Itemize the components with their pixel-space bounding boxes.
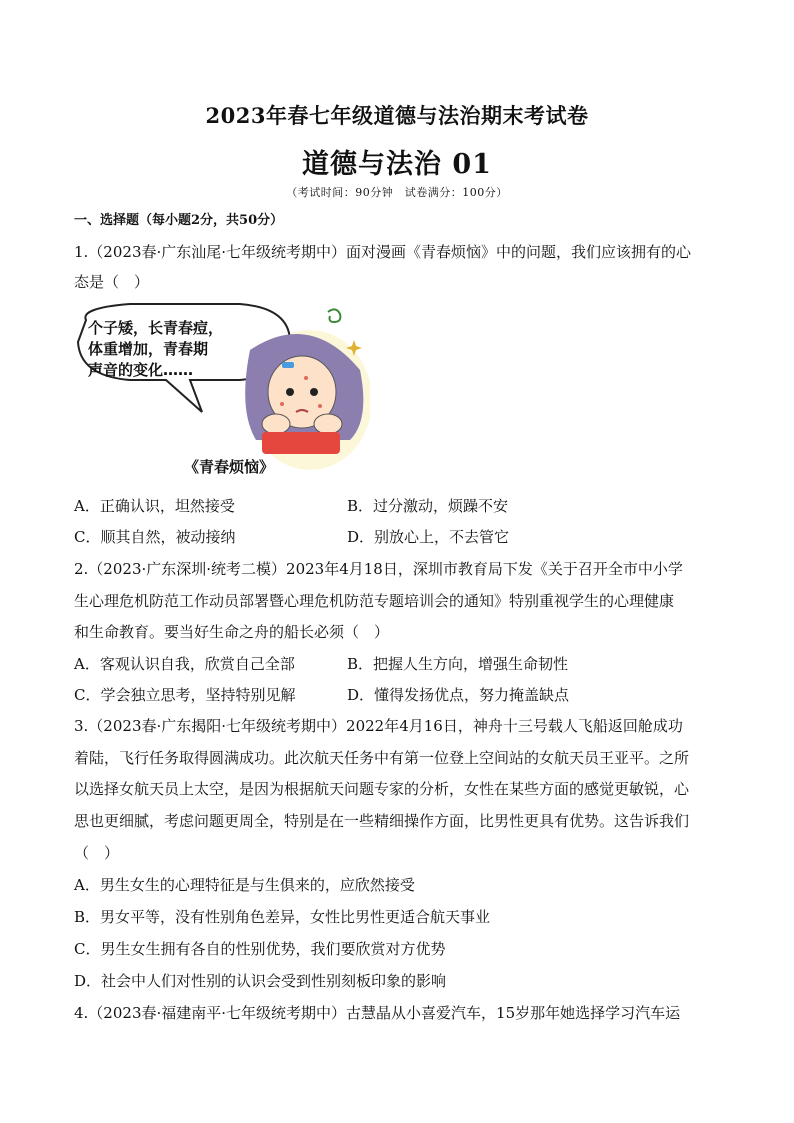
hair-clip [282,362,294,368]
exam-info: （考试时间：90分钟 试卷满分：100分） [286,186,508,199]
q1-option-c[interactable]: C．顺其自然，被动接纳 [74,528,236,546]
pimple [318,404,322,408]
q3-option-c[interactable]: C．男生女生拥有各自的性别优势，我们要欣赏对方优势 [74,940,446,958]
q3-line-1: 3.（2023春·广东揭阳·七年级统考期中）2022年4月16日，神舟十三号载人飞船返回舱成功 [74,717,683,735]
girl-hand-left [262,414,290,434]
q4-line-1: 4.（2023春·福建南平·七年级统考期中）古慧晶从小喜爱汽车，15岁那年她选择学习汽车运 [74,1004,681,1022]
girl-shirt [262,432,340,454]
exam-title: 2023年春七年级道德与法治期末考试卷 [205,103,589,128]
speech-bubble-text [88,318,268,381]
exam-subtitle: 道德与法治 01 [302,149,492,180]
q1-option-d[interactable]: D．别放心上，不去管它 [347,528,510,546]
figure-caption: 《青春烦恼》 [184,458,275,476]
q2-option-a[interactable]: A．客观认识自我，欣赏自己全部 [74,655,295,673]
q3-line-5: （ ） [74,844,120,862]
girl-hand-right [314,414,342,434]
q1-line-2: 态是（ ） [74,273,150,291]
section-heading: 一、选择题（每小题2分，共50分） [74,213,284,228]
q1-option-b[interactable]: B．过分激动，烦躁不安 [347,497,509,515]
q2-line-2: 生心理危机防范工作动员部署暨心理危机防范专题培训会的通知》特别重视学生的心理健康 [74,592,675,610]
bubble-line: 体重增加，青春期 [88,340,209,358]
bubble-line: 声音的变化…… [88,361,194,379]
girl-eye-right [310,388,318,396]
pimple [280,402,284,406]
q2-option-c[interactable]: C．学会独立思考，坚持特别见解 [74,686,296,704]
q3-line-2: 着陆，飞行任务取得圆满成功。此次航天任务中有第一位登上空间站的女航天员王亚平。之所 [74,749,690,767]
dizzy-swirl-icon [328,309,340,322]
girl-eye-left [286,388,294,396]
q3-line-3: 以选择女航天员上太空，是因为根据航天问题专家的分析，女性在某些方面的感觉更敏锐，心 [74,780,690,798]
q2-option-d[interactable]: D．懂得发扬优点，努力掩盖缺点 [347,686,570,704]
q3-option-b[interactable]: B．男女平等，没有性别角色差异，女性比男性更适合航天事业 [74,908,491,926]
q2-line-1: 2.（2023·广东深圳·统考二模）2023年4月18日，深圳市教育局下发《关于召开全市中小学 [74,560,683,578]
bubble-line: 个子矮，长青春痘， [88,319,224,337]
q3-option-a[interactable]: A．男生女生的心理特征是与生俱来的，应欣然接受 [74,876,415,894]
pimple [304,376,308,380]
q3-line-4: 思也更细腻，考虑问题更周全，特别是在一些精细操作方面，比男性更具有优势。这告诉我们 [74,812,690,830]
q2-option-b[interactable]: B．把握人生方向，增强生命韧性 [347,655,569,673]
q2-line-3: 和生命教育。要当好生命之舟的船长必须（ ） [74,623,390,641]
q3-option-d[interactable]: D．社会中人们对性别的认识会受到性别刻板印象的影响 [74,972,447,990]
q1-option-a[interactable]: A．正确认识，坦然接受 [74,497,235,515]
q1-line-1: 1.（2023春·广东汕尾·七年级统考期中）面对漫画《青春烦恼》中的问题，我们应该拥有的心 [74,243,692,261]
